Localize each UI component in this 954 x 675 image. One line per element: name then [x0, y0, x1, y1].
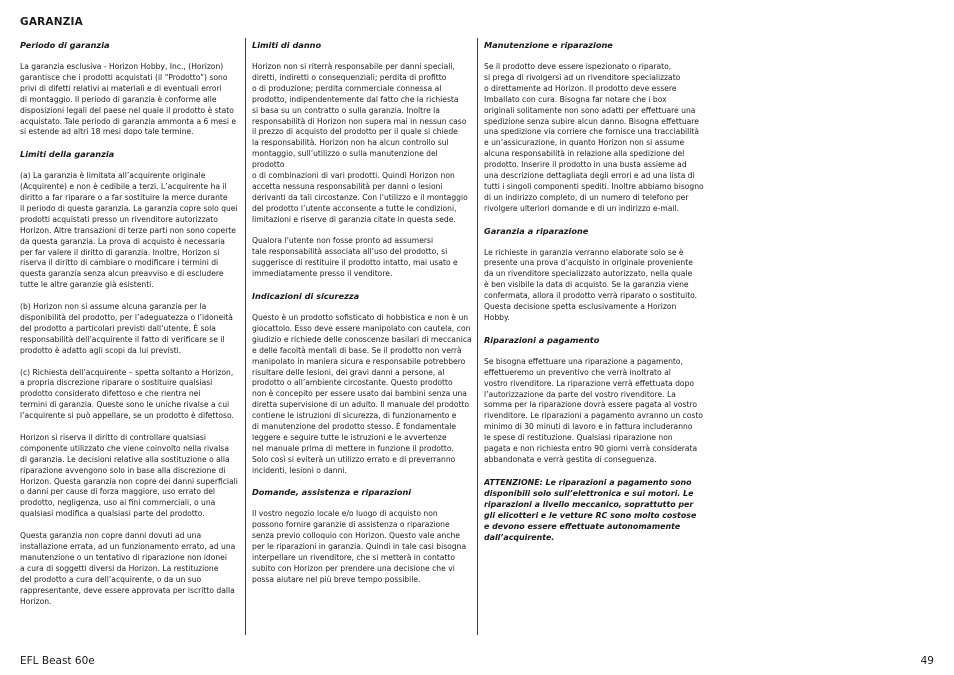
- paragraph: Qualora l’utente non fosse pronto ad assumersi tale responsabilità associata all’uso del prodotto, si suggerisce di restituire il prodotto intatto, mai usato e immediatamente presso il venditore.: [252, 236, 458, 279]
- paragraph: Horizon non si riterrà responsabile per danni speciali, diretti, indiretti o consequenziali; perdita di profitto o di produzione; perdita commerciale connessa al prodotto, indipendentemente dal fatto che la richiesta si basa su un contratto o sulla garanzia. Inoltre la responsabilità di Horizon non supera mai in nessun caso il prezzo di acquisto del prodotto per il quale si chiede la responsabilità. Horizon non ha alcun controllo sul montaggio, sull’utilizzo o sulla manutenzione del prodotto o di combinazioni di vari prodotti. Quindi Horizon non accetta nessuna responsabilità per danni o lesioni derivanti da tali circostanze. Con l’utilizzo e il montaggio del prodotto l’utente acconsente a tutte le condizioni, limitazioni e riserve di garanzia citate in questa sede.: [252, 62, 468, 224]
- column-left: [20, 40, 238, 630]
- section-heading: Indicazioni di sicurezza: [252, 291, 360, 301]
- paragraph: Se bisogna effettuare una riparazione a pagamento, effettueremo un preventivo che verrà inoltrato al vostro rivenditore. La riparazione verrà effettuata dopo l’autorizzazione da parte del vostro rivenditore. La somma per la riparazione dovrà essere pagata al vostro rivenditore. Le riparazioni a pagamento avranno un costo minimo di 30 minuti di lavoro e in fattura includeranno le spese di restituzione. Qualsiasi riparazione non pagata e non richiesta entro 90 giorni verrà considerata abbandonata e verrà gestita di conseguenza.: [484, 356, 703, 464]
- paragraph: Questa garanzia non copre danni dovuti ad una installazione errata, ad un funzionamento errato, ad una manutenzione o un tentativo di riparazione non idonei a cura di soggetti diversi da Horizon. La restituzione del prodotto a cura dell’acquirente, o da un suo rappresentante, deve essere approvata per iscritto dalla Horizon.: [20, 531, 236, 606]
- page-number: 49: [920, 655, 934, 667]
- column-divider: [245, 38, 246, 635]
- section-heading: Garanzia a riparazione: [484, 225, 589, 236]
- section-heading: Domande, assistenza e riparazioni: [252, 487, 412, 498]
- section-heading: Periodo di garanzia: [20, 40, 110, 50]
- section-heading: Limiti di danno: [252, 40, 322, 50]
- section-heading: Riparazioni a pagamento: [484, 334, 600, 345]
- paragraph: Se il prodotto deve essere ispezionato o riparato, si prega di rivolgersi ad un rivenditore specializzato o direttamente ad Horizon. Il prodotto deve essere Imballato con cura. Bisogna far notare che i box originali solitamente non sono adatti per effettuare una spedizione senza subire alcun danno. Bisogna effettuare una spedizione via corriere che fornisce una tracciabilità e un’assicurazione, in quanto Horizon non si assume alcuna responsabilità in relazione alla spedizione del prodotto. Inserire il prodotto in una busta assieme ad una descrizione dettagliata degli errori e ad una lista di tutti i singoli componenti spediti. Inoltre abbiamo bisogno di un indirizzo completo, di un numero di telefono per rivolgere ulteriori domande e di un indirizzo e-mail.: [484, 62, 704, 213]
- section-heading: Manutenzione e riparazione: [484, 40, 613, 50]
- paragraph: Questo è un prodotto sofisticato di hobbistica e non è un giocattolo. Esso deve essere manipolato con cautela, con giudizio e richiede delle conoscenze basilari di meccanica e delle facoltà mentali di base. Se il prodotto non verrà manipolato in maniera sicura e responsabile potrebbero risultare delle lesioni, dei gravi danni a persone, al prodotto o all’ambiente circostante. Questo prodotto non è concepito per essere usato dai bambini senza una diretta supervisione di un adulto. Il manuale del prodotto contiene le istruzioni di sicurezza, di funzionamento e di manutenzione del prodotto stesso. È fondamentale leggere e seguire tutte le istruzioni e le avvertenze nel manuale prima di mettere in funzione il prodotto. Solo così si eviterà un utilizzo errato e di preverranno incidenti, lesioni o danni.: [252, 313, 472, 475]
- section-domande-assistenza-riparazioni: [252, 487, 472, 585]
- section-riparazioni-a-pagamento: [484, 335, 706, 543]
- paragraph: Il vostro negozio locale e/o luogo di acquisto non possono fornire garanzie di assistenza o riparazione senza previo colloquio con Horizon. Questo vale anche per le riparazioni in garanzia. Quindi in tale casi bisogna interpellare un rivenditore, che si metterà in contatto subito con Horizon per prendere una decisione che vi possa aiutare nel più breve tempo possibile.: [252, 509, 467, 584]
- paragraph: (c) Richiesta dell’acquirente – spetta soltanto a Horizon, a propria discrezione riparare o sostituire qualsiasi prodotto considerato difettoso e che rientra nei termini di garanzia. Queste sono le uniche rivalse a cui l’acquirente si può appellare, se un prodotto è difettoso.: [20, 367, 234, 421]
- section-indicazioni-di-sicurezza: [252, 291, 472, 477]
- section-heading: Limiti della garanzia: [20, 149, 115, 160]
- paragraph: La garanzia esclusiva - Horizon Hobby, Inc., (Horizon) garantisce che i prodotti acquistati (il “Prodotto”) sono privi di difetti relativi ai materiali e di eventuali errori di montaggio. Il periodo di garanzia è conforme alle disposizioni legali del paese nel quale il prodotto è stato acquistato. Tale periodo di garanzia ammonta a 6 mesi e si estende ad altri 18 mesi dopo tale termine.: [20, 62, 237, 137]
- section-periodo-di-garanzia: [20, 40, 238, 138]
- paragraph: (a) La garanzia è limitata all’acquirente originale (Acquirente) e non è cedibile a terzi. L’acquirente ha il diritto a far riparare o a far sostituire la merce durante il periodo di questa garanzia. La garanzia copre solo quei prodotti acquistati presso un rivenditore autorizzato Horizon. Altre transazioni di terze parti non sono coperte da questa garanzia. La prova di acquisto è necessaria per far valere il diritto di garanzia. Inoltre, Horizon si riserva il diritto di cambiare o modificare i termini di questa garanzia senza alcun preavviso e di escludere tutte le altre garanzie già esistenti.: [20, 171, 238, 290]
- column-middle: [252, 40, 472, 630]
- column-right: [484, 40, 706, 630]
- warning-paragraph: ATTENZIONE: Le riparazioni a pagamento sono disponibili solo sull’elettronica e sui motori. Le riparazioni a livello meccanico, soprattutto per gli elicotteri e le vetture RC sono molto costose e devono essere effettuate autonomamente dall’acquirente.: [484, 477, 697, 542]
- column-divider: [477, 38, 478, 635]
- paragraph: Le richieste in garanzia verranno elaborate solo se è presente una prova d’acquisto in originale proveniente da un rivenditore specializzato autorizzato, nella quale è ben visibile la data di acquisto. Se la garanzia viene confermata, allora il prodotto verrà riparato o sostituito. Questa decisione spetta esclusivamente a Horizon Hobby.: [484, 247, 698, 323]
- paragraph: Horizon si riserva il diritto di controllare qualsiasi componente utilizzato che viene coinvolto nella rivalsa di garanzia. Le decisioni relative alla sostituzione o alla riparazione avvengono solo in base alla discrezione di Horizon. Questa garanzia non copre dei danni superficiali o danni per cause di forza maggiore, uso errato del prodotto, negligenza, uso ai fini commerciali, o una qualsiasi modifica a qualsiasi parte del prodotto.: [20, 432, 238, 519]
- section-limiti-di-danno: [252, 40, 472, 280]
- paragraph: (b) Horizon non si assume alcuna garanzia per la disponibilità del prodotto, per l’adeguatezza o l’idoneità del prodotto a particolari previsti dall’utente. È sola responsabilità dell’acquirente il fatto di verificare se il prodotto è adatto agli scopi da lui previsti.: [20, 302, 233, 355]
- page-title: GARANZIA: [20, 16, 83, 28]
- section-garanzia-a-riparazione: [484, 226, 706, 324]
- section-limiti-della-garanzia: [20, 149, 238, 607]
- footer-product-name: EFL Beast 60e: [20, 655, 95, 667]
- section-manutenzione-e-riparazione: [484, 40, 706, 215]
